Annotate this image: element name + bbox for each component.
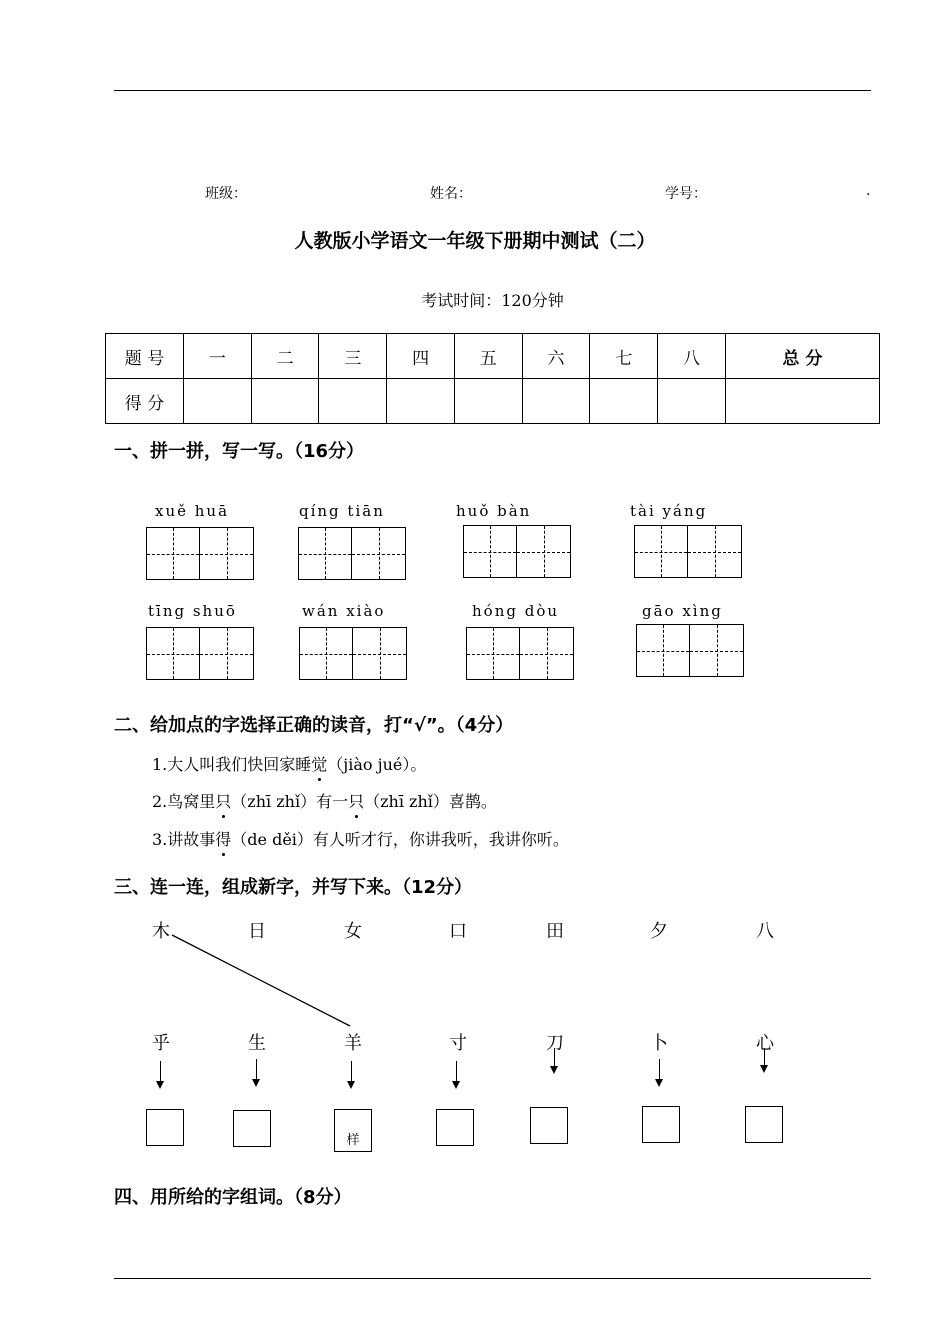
- top-char[interactable]: 木: [152, 921, 170, 942]
- table-cell: 五: [454, 334, 522, 379]
- bottom-char[interactable]: 生: [248, 1033, 266, 1054]
- pinyin-label: xuě huā: [155, 502, 230, 520]
- question-text: 1.大人叫我们快回家睡: [152, 755, 312, 774]
- top-char[interactable]: 女: [344, 921, 362, 942]
- table-cell: 三: [319, 334, 387, 379]
- answer-box[interactable]: [233, 1110, 271, 1147]
- table-cell: 二: [251, 334, 319, 379]
- answer-box[interactable]: [642, 1106, 680, 1143]
- reading-options[interactable]: （zhī zhǐ）有一: [231, 792, 349, 811]
- bottom-char[interactable]: 羊: [344, 1033, 362, 1054]
- student-id-label: 学号：: [665, 186, 707, 202]
- down-arrow-icon: [351, 1061, 352, 1087]
- pinyin-label: qíng tiān: [299, 502, 385, 520]
- down-arrow-icon: [256, 1059, 257, 1085]
- question-text: 3.讲故事: [152, 830, 216, 849]
- answer-box[interactable]: [436, 1109, 474, 1146]
- section4-heading: 四、用所给的字组词。（8分）: [114, 1187, 352, 1208]
- down-arrow-icon: [764, 1048, 765, 1071]
- top-char[interactable]: 夕: [650, 921, 668, 942]
- table-cell: 七: [590, 334, 658, 379]
- trailing-dot: .: [866, 183, 871, 199]
- answer-box[interactable]: [530, 1107, 568, 1144]
- question-text: 2.鸟窝里: [152, 792, 216, 811]
- down-arrow-icon: [160, 1061, 161, 1087]
- reading-options[interactable]: （zhī zhǐ）喜鹊。: [364, 792, 497, 811]
- bottom-char[interactable]: 心: [756, 1033, 774, 1054]
- dotted-char: 只: [348, 789, 364, 812]
- table-cell: 六: [522, 334, 590, 379]
- table-cell: 总 分: [725, 334, 879, 379]
- reading-options[interactable]: （jiào jué）。: [327, 755, 427, 774]
- down-arrow-icon: [659, 1059, 660, 1085]
- exam-time: 考试时间：120分钟: [421, 291, 564, 310]
- example-answer: 样: [346, 1133, 360, 1148]
- reading-options[interactable]: （de děi）有人听才行，你讲我听，我讲你听。: [231, 830, 569, 849]
- table-cell: 四: [387, 334, 455, 379]
- dotted-char: 只: [215, 789, 231, 812]
- top-char[interactable]: 田: [546, 921, 564, 942]
- class-label: 班级：: [205, 186, 247, 202]
- name-label: 姓名：: [430, 186, 472, 202]
- answer-box[interactable]: [745, 1106, 783, 1143]
- pinyin-label: huǒ bàn: [456, 502, 532, 520]
- table-cell: 得 分: [106, 379, 184, 424]
- section1-heading: 一、拼一拼，写一写。（16分）: [114, 441, 365, 462]
- table-cell: 一: [184, 334, 252, 379]
- dotted-char: 得: [215, 827, 231, 850]
- bottom-char[interactable]: 寸: [449, 1033, 467, 1054]
- answer-box[interactable]: [146, 1109, 184, 1146]
- section3-heading: 三、连一连，组成新字，并写下来。（12分）: [114, 877, 473, 898]
- section2-heading: 二、给加点的字选择正确的读音，打“√”。（4分）: [114, 715, 514, 736]
- pinyin-label: wán xiào: [302, 602, 386, 620]
- pinyin-label: gāo xìng: [642, 602, 723, 620]
- down-arrow-icon: [554, 1048, 555, 1072]
- pinyin-label: tài yáng: [630, 502, 708, 520]
- bottom-char[interactable]: 卜: [650, 1033, 668, 1054]
- pinyin-label: hóng dòu: [472, 602, 560, 620]
- top-char[interactable]: 口: [449, 921, 467, 942]
- pinyin-label: tīng shuō: [148, 602, 237, 620]
- top-char[interactable]: 日: [248, 921, 266, 942]
- page-title: 人教版小学语文一年级下册期中测试（二）: [294, 230, 656, 252]
- table-cell: 题 号: [106, 334, 184, 379]
- top-char[interactable]: 八: [756, 921, 774, 942]
- bottom-char[interactable]: 刀: [546, 1033, 564, 1054]
- table-cell: 八: [658, 334, 726, 379]
- bottom-char[interactable]: 乎: [152, 1033, 170, 1054]
- answer-box-example: [334, 1109, 372, 1152]
- down-arrow-icon: [456, 1061, 457, 1087]
- dotted-char: 觉: [311, 752, 327, 775]
